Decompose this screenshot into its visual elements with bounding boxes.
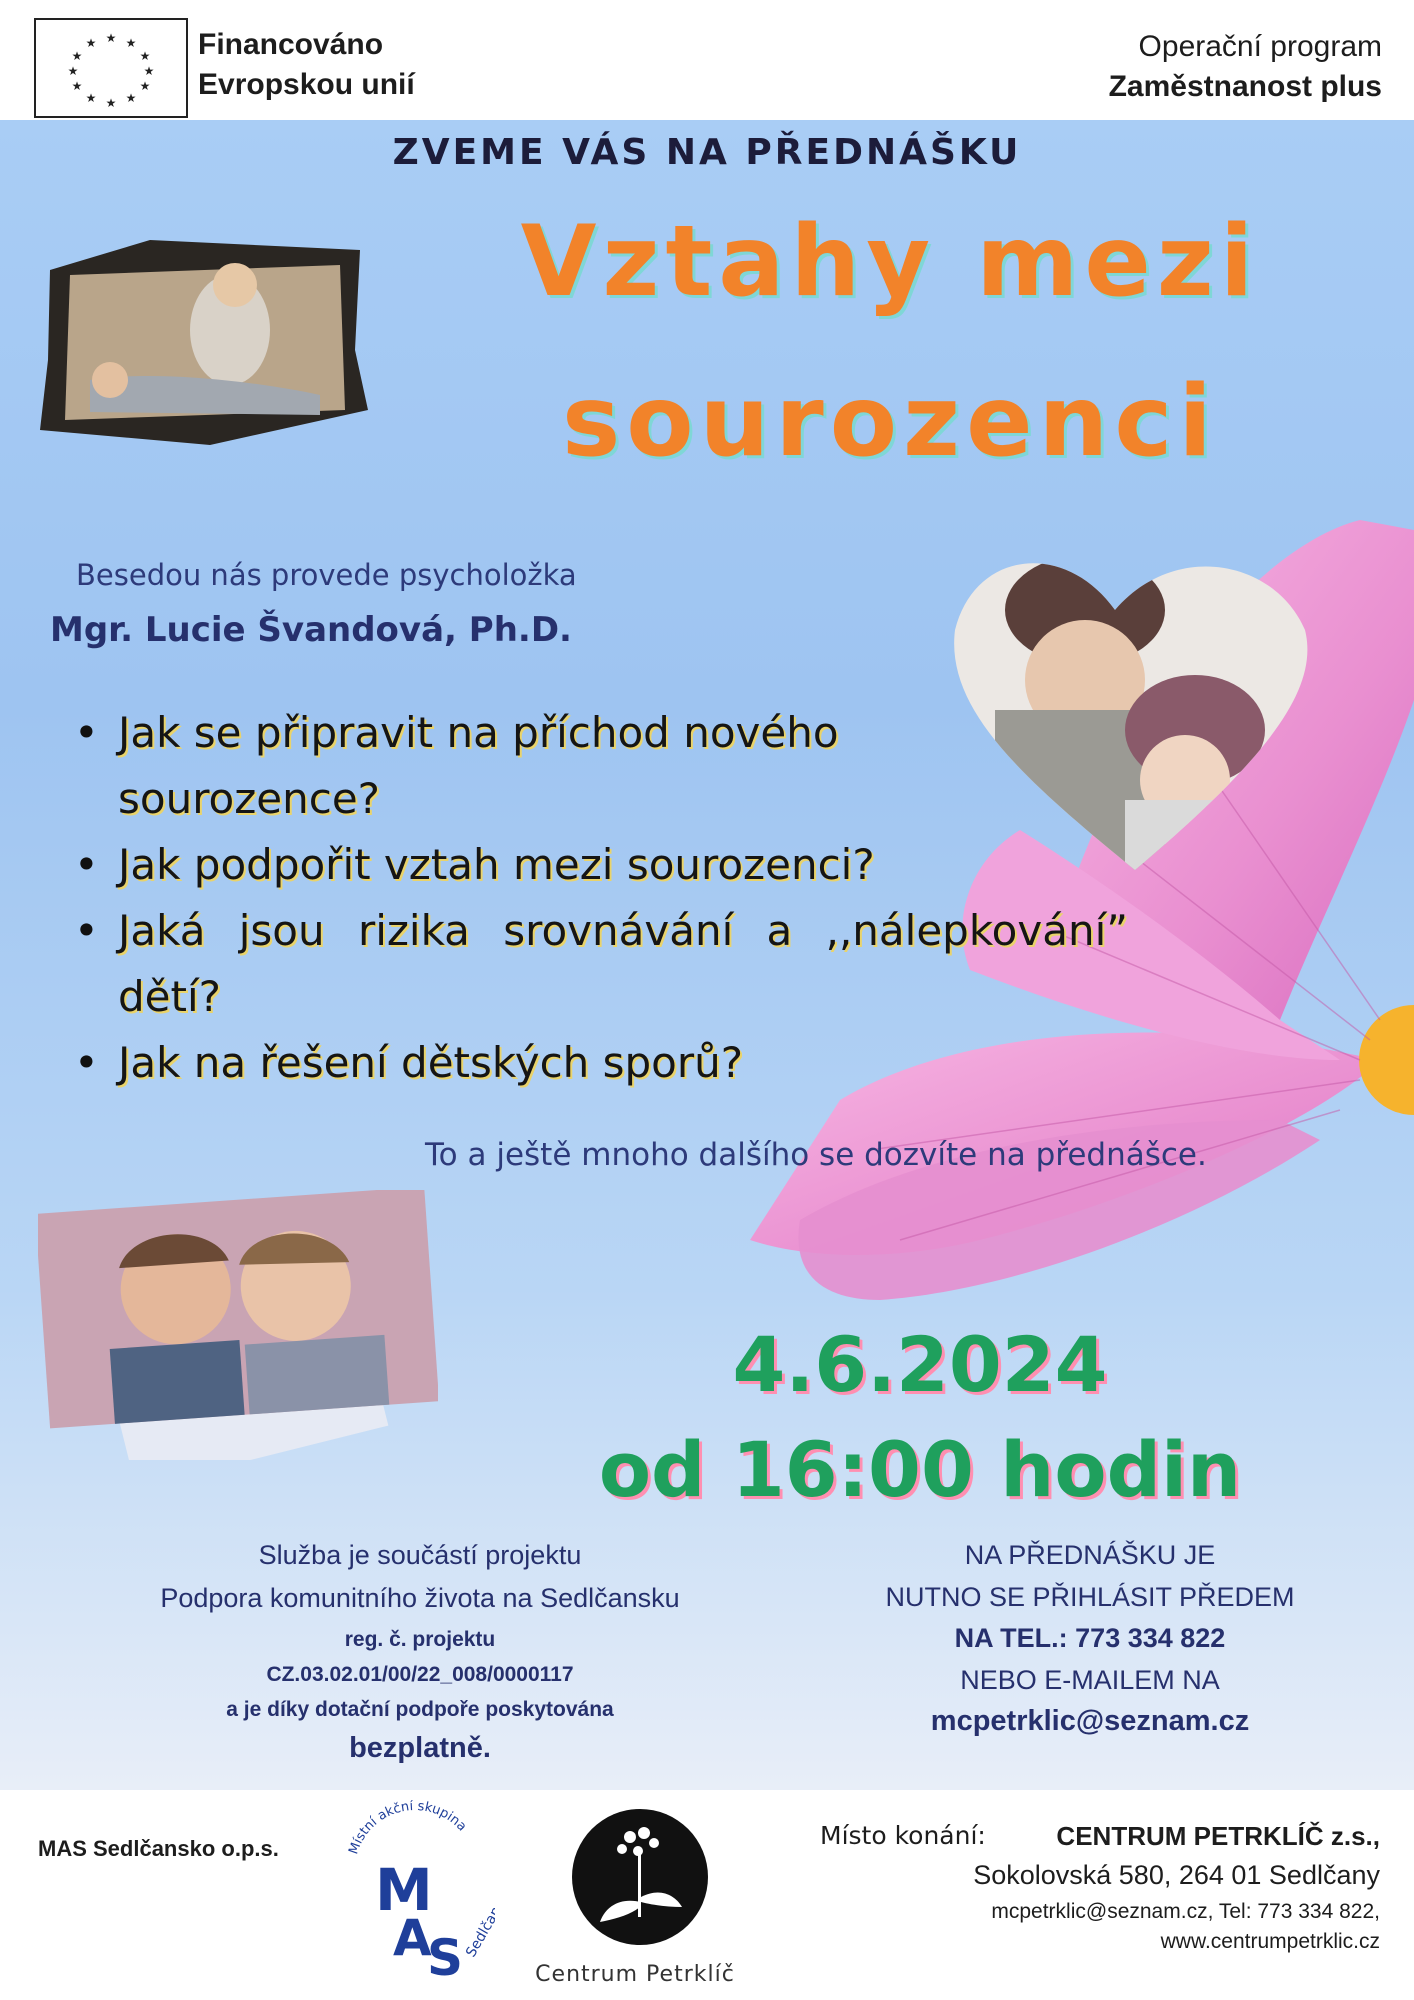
eu-funding-line1: Financováno: [198, 28, 384, 61]
svg-text:★: ★: [125, 36, 137, 50]
question-item: • Jaká jsou rizika srovnávání a ,,nálepkování” dětí?: [70, 898, 1128, 1030]
svg-text:Místní akční skupina: [346, 1800, 469, 1856]
children-playing-photo: [30, 230, 370, 450]
svg-text:★: ★: [85, 36, 97, 50]
question-item: • Jak na řešení dětských sporů?: [70, 1030, 1070, 1096]
project-line5: a je díky dotační podpoře poskytována: [226, 1698, 614, 1721]
arguing-boys-photo: [38, 1190, 438, 1460]
mas-name: MAS Sedlčansko o.p.s.: [38, 1836, 279, 1861]
invitation-subtitle: ZVEME VÁS NA PŘEDNÁŠKU: [392, 132, 1022, 173]
title-line2: sourozenci: [561, 365, 1219, 479]
venue-contact: mcpetrklic@seznam.cz, Tel: 773 334 822,: [991, 1900, 1380, 1923]
svg-text:★: ★: [85, 91, 97, 105]
speaker-name: Mgr. Lucie Švandová, Ph.D.: [50, 610, 572, 650]
eu-flag-logo: [34, 18, 188, 118]
program-line1: Operační program: [1138, 30, 1382, 63]
centrum-petrklic-logo: [570, 1807, 710, 1947]
centrum-caption: Centrum Petrklíč: [535, 1962, 735, 1987]
venue-website[interactable]: www.centrumpetrklic.cz: [1160, 1930, 1380, 1953]
eu-funding-line2: Evropskou unií: [198, 68, 415, 101]
event-time: od 16:00 hodin: [598, 1425, 1242, 1514]
program-line2: Zaměstnanost plus: [1108, 70, 1382, 103]
svg-text:★: ★: [125, 91, 137, 105]
svg-text:S: S: [427, 1929, 464, 1980]
mas-logo-subtext: Sedlčansko: [463, 1883, 495, 1960]
registration-line4: NEBO E-MAILEM NA: [960, 1665, 1220, 1695]
question-list: [70, 700, 1128, 1096]
question-item: • Jak podpořit vztah mezi sourozenci?: [70, 832, 1070, 898]
svg-text:★: ★: [67, 64, 79, 78]
project-line2: Podpora komunitního života na Sedlčansku: [160, 1583, 680, 1613]
registration-line2: NUTNO SE PŘIHLÁSIT PŘEDEM: [885, 1582, 1295, 1612]
venue-address: Sokolovská 580, 264 01 Sedlčany: [973, 1860, 1380, 1890]
project-free: bezplatně.: [349, 1732, 491, 1764]
registration-line1: NA PŘEDNÁŠKU JE: [964, 1540, 1216, 1570]
title-line1: Vztahy mezi: [520, 205, 1260, 319]
question-item: • Jak se připravit na příchod nového sourozence?: [70, 700, 1018, 832]
svg-text:A: A: [393, 1909, 432, 1967]
svg-text:★: ★: [105, 31, 117, 45]
svg-text:★: ★: [143, 64, 155, 78]
project-reg-number: CZ.03.02.01/00/22_008/0000117: [266, 1663, 574, 1686]
registration-phone: NA TEL.: 773 334 822: [954, 1623, 1226, 1653]
svg-text:★: ★: [71, 79, 83, 93]
speaker-intro: Besedou nás provede psycholožka: [76, 558, 577, 592]
registration-email[interactable]: mcpetrklic@seznam.cz: [930, 1705, 1250, 1737]
mas-logo-arc-text: Místní akční skupina: [346, 1800, 470, 1857]
svg-text:★: ★: [105, 96, 117, 110]
svg-text:★: ★: [139, 79, 151, 93]
svg-text:★: ★: [139, 49, 151, 63]
svg-text:M: M: [375, 1856, 433, 1924]
venue-name: CENTRUM PETRKLÍČ z.s.,: [1056, 1821, 1380, 1851]
more-info-text: To a ještě mnoho dalšího se dozvíte na přednášce.: [425, 1137, 1207, 1173]
event-date: 4.6.2024: [732, 1320, 1108, 1409]
project-reg-label: reg. č. projektu: [344, 1628, 496, 1651]
mas-sedlcansko-logo: [335, 1800, 495, 1980]
venue-label: Místo konání:: [820, 1821, 986, 1850]
project-line1: Služba je součástí projektu: [258, 1540, 582, 1570]
svg-text:★: ★: [71, 49, 83, 63]
